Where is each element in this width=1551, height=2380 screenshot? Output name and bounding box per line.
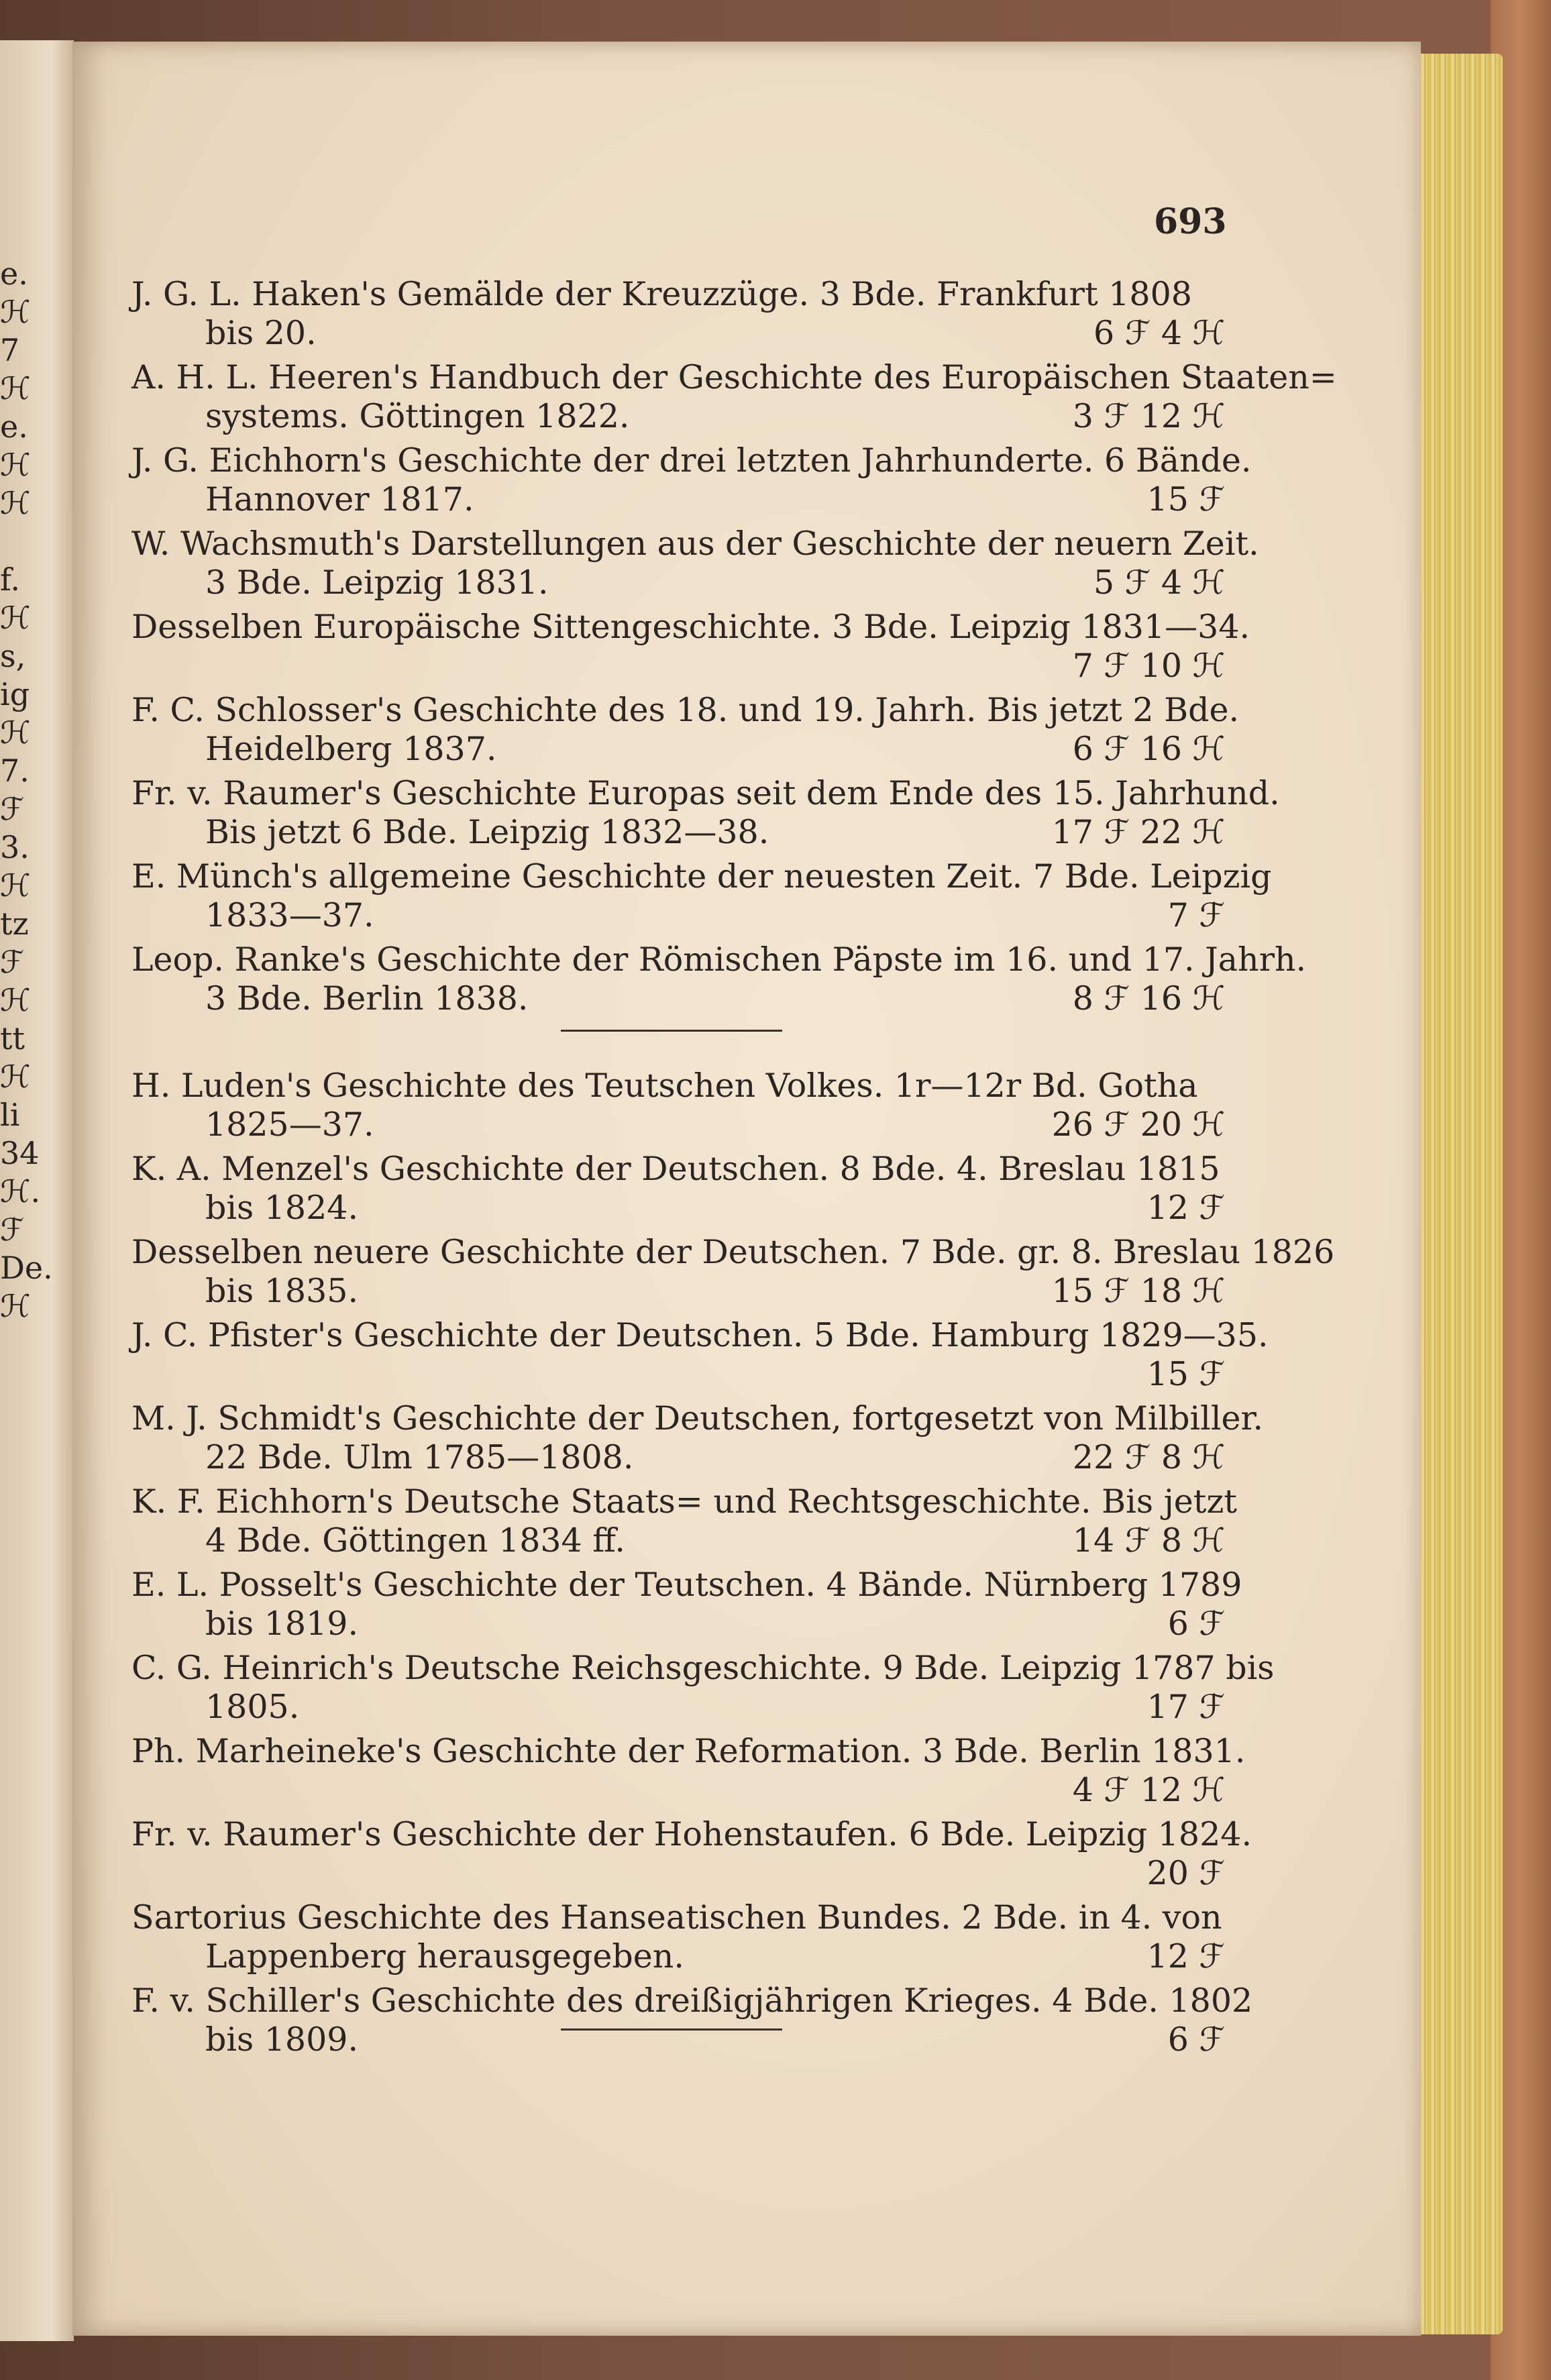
facing-page-fragment: ℋ. <box>0 1173 41 1209</box>
facing-page-fragment <box>0 523 67 561</box>
entry-price: 17 ℱ 22 ℋ <box>1051 813 1225 851</box>
entry-title-line: W. Wachsmuth's Darstellungen aus der Geschichte der neuern Zeit. <box>131 525 1259 563</box>
entry-price: 6 ℱ 4 ℋ <box>1093 314 1225 352</box>
facing-page-fragment: 7. <box>0 753 30 789</box>
facing-page-fragment: ℋ <box>0 600 31 636</box>
bibliography-entry <box>131 1067 1225 1144</box>
facing-page-fragment: 3. <box>0 829 30 865</box>
entry-title-line: Desselben neuere Geschichte der Deutschen. 7 Bde. gr. 8. Breslau 1826 <box>131 1233 1335 1271</box>
facing-page-fragment: ℋ <box>0 867 31 904</box>
entry-price: 17 ℱ <box>1146 1688 1225 1726</box>
facing-page-fragment: ℋ <box>0 1059 31 1095</box>
entry-title-line: Ph. Marheineke's Geschichte der Reformation. 3 Bde. Berlin 1831. <box>131 1732 1246 1770</box>
entry-price: 3 ℱ 12 ℋ <box>1072 397 1225 435</box>
facing-page-fragment: ℋ <box>0 370 31 407</box>
bibliography-entry <box>131 275 1225 353</box>
facing-page-fragment: f. <box>0 561 21 598</box>
entry-price: 8 ℱ 16 ℋ <box>1072 979 1225 1018</box>
bibliography-entry <box>131 1150 1225 1228</box>
entry-title-line: M. J. Schmidt's Geschichte der Deutschen, fortgesetzt von Milbiller. <box>131 1399 1264 1438</box>
entry-price: 20 ℱ <box>1146 1854 1225 1892</box>
bibliography-entry <box>131 1399 1264 1477</box>
facing-page-fragment: ℱ <box>0 791 25 827</box>
entry-title-line: F. C. Schlosser's Geschichte des 18. und 19. Jahrh. Bis jetzt 2 Bde. <box>131 691 1240 729</box>
entry-continuation-line: 1825—37. <box>205 1105 374 1144</box>
facing-page-fragment: tz <box>0 906 29 942</box>
entry-continuation-line: bis 1824. <box>205 1189 359 1227</box>
facing-page-fragment: ℋ <box>0 485 31 521</box>
entry-title-line: Desselben Europäische Sittengeschichte. 3 Bde. Leipzig 1831—34. <box>131 608 1250 646</box>
bibliography-entry <box>131 1815 1252 1893</box>
bibliography-entry <box>131 774 1280 852</box>
bibliography-entry <box>131 441 1252 519</box>
entry-continuation-line: Hannover 1817. <box>205 480 474 519</box>
entry-title-line: Sartorius Geschichte des Hanseatischen Bundes. 2 Bde. in 4. von <box>131 1898 1222 1937</box>
bibliography-entry <box>131 1316 1269 1394</box>
entry-price: 6 ℱ <box>1167 2020 1225 2059</box>
entry-title-line: F. v. Schiller's Geschichte des dreißigjährigen Krieges. 4 Bde. 1802 <box>131 1982 1253 2020</box>
entry-title-line: J. C. Pfister's Geschichte der Deutschen. 5 Bde. Hamburg 1829—35. <box>131 1316 1269 1354</box>
facing-page-fragment: ℋ <box>0 447 31 483</box>
entry-continuation-line: 3 Bde. Berlin 1838. <box>205 979 529 1018</box>
entry-title-line: A. H. L. Heeren's Handbuch der Geschichte des Europäischen Staaten= <box>131 358 1337 396</box>
entry-continuation-line: systems. Göttingen 1822. <box>205 397 630 435</box>
entry-price: 5 ℱ 4 ℋ <box>1093 563 1225 602</box>
bibliography-entry <box>131 1982 1253 2059</box>
entry-price: 4 ℱ 12 ℋ <box>1072 1771 1225 1809</box>
entry-price: 12 ℱ <box>1146 1189 1225 1227</box>
entry-price: 15 ℱ <box>1146 1355 1225 1393</box>
facing-page-fragment: li <box>0 1097 20 1133</box>
entry-continuation-line: bis 20. <box>205 314 317 352</box>
bibliography-entry <box>131 608 1250 686</box>
entry-title-line: J. G. Eichhorn's Geschichte der drei letzten Jahrhunderte. 6 Bände. <box>131 441 1252 480</box>
facing-page-fragment: e. <box>0 256 28 292</box>
facing-page-fragment: tt <box>0 1020 25 1057</box>
entry-title-line: K. A. Menzel's Geschichte der Deutschen. 8 Bde. 4. Breslau 1815 <box>131 1150 1220 1188</box>
entry-title-line: Fr. v. Raumer's Geschichte Europas seit dem Ende des 15. Jahrhund. <box>131 774 1280 812</box>
page-number: 693 <box>1154 201 1227 242</box>
entry-continuation-line: 3 Bde. Leipzig 1831. <box>205 563 549 602</box>
entry-continuation-line: 1805. <box>205 1688 300 1726</box>
entry-price: 12 ℱ <box>1146 1937 1225 1976</box>
entry-title-line: Leop. Ranke's Geschichte der Römischen Päpste im 16. und 17. Jahrh. <box>131 940 1307 979</box>
facing-page-fragments <box>0 255 67 1326</box>
entry-price: 7 ℱ <box>1167 896 1225 934</box>
bibliography-entry <box>131 691 1240 769</box>
entry-title-line: K. F. Eichhorn's Deutsche Staats= und Rechtsgeschichte. Bis jetzt <box>131 1482 1237 1521</box>
bibliography-entry <box>131 1649 1275 1727</box>
entry-price: 26 ℱ 20 ℋ <box>1051 1105 1225 1144</box>
facing-page-fragment: ig <box>0 676 30 712</box>
bibliography-entry <box>131 1732 1246 1810</box>
entry-title-line: H. Luden's Geschichte des Teutschen Volkes. 1r—12r Bd. Gotha <box>131 1067 1198 1105</box>
entry-title-line: Fr. v. Raumer's Geschichte der Hohenstaufen. 6 Bde. Leipzig 1824. <box>131 1815 1252 1853</box>
entry-continuation-line: Heidelberg 1837. <box>205 730 497 768</box>
bibliography-entry <box>131 525 1259 602</box>
entry-continuation-line: 22 Bde. Ulm 1785—1808. <box>205 1438 634 1476</box>
facing-page-fragment: e. <box>0 409 28 445</box>
entry-continuation-line: 4 Bde. Göttingen 1834 ff. <box>205 1521 625 1560</box>
entry-continuation-line: Bis jetzt 6 Bde. Leipzig 1832—38. <box>205 813 769 851</box>
bibliography-entry <box>131 1898 1225 1976</box>
facing-page-fragment: ℱ <box>0 944 25 980</box>
entry-price: 6 ℱ <box>1167 1605 1225 1643</box>
entry-price: 15 ℱ <box>1146 480 1225 519</box>
entry-price: 22 ℱ 8 ℋ <box>1072 1438 1225 1476</box>
entry-continuation-line: Lappenberg herausgegeben. <box>205 1937 684 1976</box>
entry-price: 14 ℱ 8 ℋ <box>1072 1521 1225 1560</box>
entry-continuation-line: 1833—37. <box>205 896 374 934</box>
bibliography-entry <box>131 358 1337 436</box>
facing-page-fragment: De. <box>0 1250 53 1286</box>
entry-title-line: C. G. Heinrich's Deutsche Reichsgeschichte. 9 Bde. Leipzig 1787 bis <box>131 1649 1275 1687</box>
bibliography-entry <box>131 857 1272 935</box>
bibliography-entry <box>131 1233 1335 1311</box>
facing-page-fragment: 34 <box>0 1135 40 1171</box>
facing-page-fragment: ℋ <box>0 714 31 751</box>
entry-title-line: J. G. L. Haken's Gemälde der Kreuzzüge. 3 Bde. Frankfurt 1808 <box>131 275 1192 313</box>
entry-title-line: E. Münch's allgemeine Geschichte der neuesten Zeit. 7 Bde. Leipzig <box>131 857 1272 896</box>
closing-divider <box>561 2029 782 2031</box>
page-edges <box>1415 54 1503 2334</box>
entry-continuation-line: bis 1835. <box>205 1272 359 1310</box>
facing-page-fragment: ℋ <box>0 294 31 330</box>
facing-page-fragment: ℋ <box>0 982 31 1018</box>
facing-page-fragment: s, <box>0 638 26 674</box>
entry-price: 6 ℱ 16 ℋ <box>1072 730 1225 768</box>
entry-continuation-line: bis 1819. <box>205 1605 359 1643</box>
entry-title-line: E. L. Posselt's Geschichte der Teutschen. 4 Bände. Nürnberg 1789 <box>131 1566 1242 1604</box>
entry-price: 7 ℱ 10 ℋ <box>1072 647 1225 685</box>
entry-price: 15 ℱ 18 ℋ <box>1051 1272 1225 1310</box>
facing-page-fragment: 7 <box>0 332 20 368</box>
bibliography-entry <box>131 1566 1242 1643</box>
bibliography-entry <box>131 1482 1237 1560</box>
facing-page-fragment: ℱ <box>0 1211 25 1248</box>
entry-continuation-line: bis 1809. <box>205 2020 359 2059</box>
facing-page-fragment: ℋ <box>0 1288 31 1324</box>
section-divider <box>561 1030 782 1032</box>
bibliography-entry <box>131 940 1307 1018</box>
